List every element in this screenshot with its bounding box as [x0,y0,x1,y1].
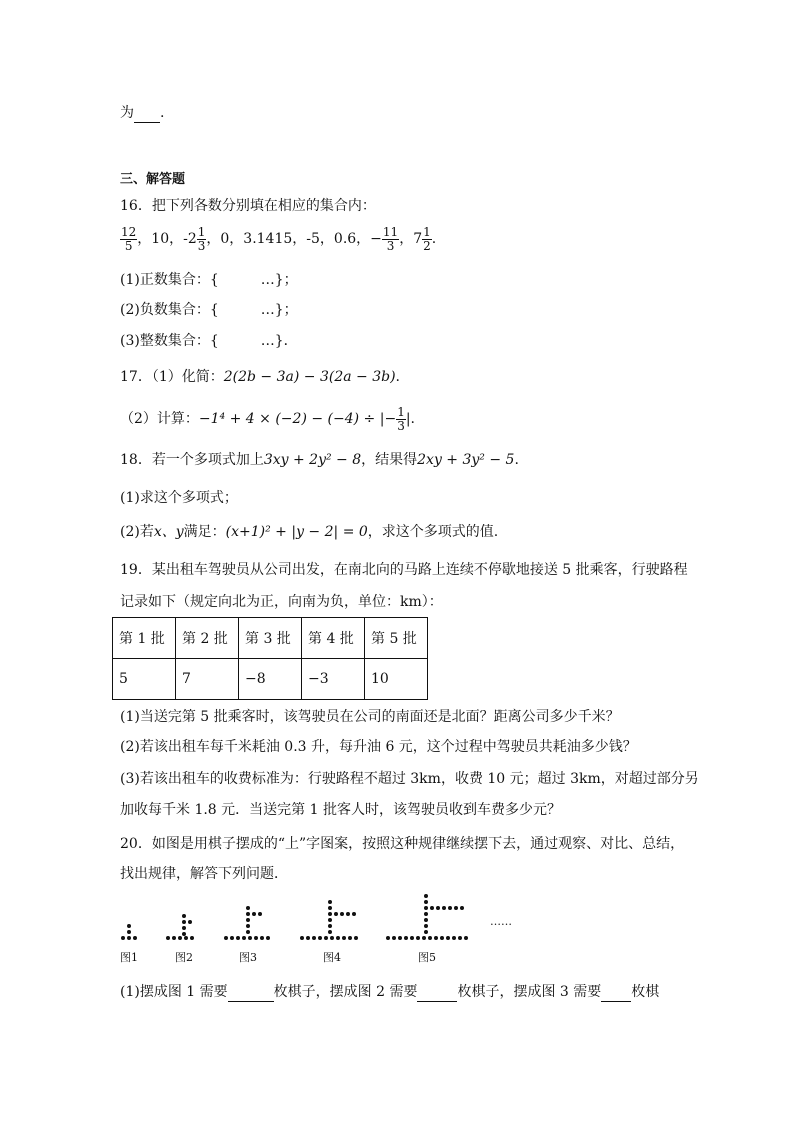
q19-stem-1: 19．某出租车驾驶员从公司出发，在南北向的马路上连续不停歇地接送 5 批乘客，行驶路程 [120,562,688,578]
q19-table [112,617,428,700]
top-fragment-text: 为 [120,105,134,121]
q19-part2: (2)若该出租车每千米耗油 0.3 升，每升油 6 元，这个过程中驾驶员共耗油多少钱？ [120,739,637,755]
q20-stem-1: 20．如图是用棋子摆成的“上”字图案，按照这种规律继续摆下去，通过观察、对比、总结， [120,836,685,852]
frac-den: 3 [386,238,395,253]
q18-p2-c: ，求这个多项式的值. [367,524,499,540]
table-cell: −8 [239,659,302,700]
q20-part1 [120,982,659,1002]
q18-stem-a: 18．若一个多项式加上 [120,452,264,468]
q20-p1-d: 枚棋 [631,984,660,1000]
top-fragment-line [120,103,164,123]
chess-figure-2 [164,912,204,944]
q19-part3-b: 加收每千米 1.8 元．当送完第 1 批客人时，该驾驶员收到车费多少元？ [120,802,561,818]
abs-close: | [405,411,411,427]
q20-stem-2: 找出规律，解答下列问题． [120,866,288,882]
q19-stem-2: 记录如下（规定向北为正，向南为负，单位：km）： [120,594,443,610]
frac-num: 1 [423,224,431,239]
figure-caption-2: 图2 [175,951,193,964]
q16-stem: 16．把下列各数分别填在相应的集合内： [120,198,376,214]
table-header-cell: 第 3 批 [239,618,302,659]
num-sep: ，7 [399,231,423,247]
figure-ellipsis: …… [490,915,512,928]
answer-blank-3[interactable] [601,987,631,1002]
q18-stem-end: . [514,452,519,468]
fraction-12-5 [120,226,137,253]
q20-p1-c: 枚棋子，摆成图 3 需要 [457,984,602,1000]
q16-set-negative: (2)负数集合：{ …}； [120,302,298,318]
q17-part1-label: 17．（1）化简： [120,369,224,385]
answer-blank-1[interactable] [228,987,274,1002]
q18-stem [120,450,519,470]
q18-stem-b: ，结果得 [361,452,418,468]
figure-caption-1: 图1 [120,951,138,964]
frac-num: 1 [197,224,206,239]
q17-part2-expr: −1⁴ + 4 × (−2) − (−4) ÷ |− [198,411,397,427]
q16-numbers [120,224,436,254]
q17-part1 [120,367,400,387]
mixed-whole: -2 [183,231,197,247]
table-header-cell: 第 4 批 [302,618,365,659]
fraction-1-3 [197,226,207,253]
frac-den: 3 [397,418,405,433]
table-cell: 5 [113,659,176,700]
frac-num: 1 [397,404,405,419]
q17-part2-label: （2）计算： [120,411,199,427]
q18-part1: (1)求这个多项式； [120,490,238,506]
chess-figure-3 [222,904,274,944]
answer-blank-2[interactable] [417,987,457,1002]
q17-part1-end: . [395,369,400,385]
fraction-1-2 [422,226,432,253]
chess-figure-3-graphic [222,904,274,944]
chess-figure-4 [298,898,364,944]
table-header-row [113,618,428,659]
table-cell: 7 [176,659,239,700]
figure-caption-3: 图3 [239,951,257,964]
chess-figure-1 [118,922,142,944]
num-list: ，0，3.1415，-5，0.6，− [206,231,382,247]
table-header-cell: 第 1 批 [113,618,176,659]
table-cell: 10 [365,659,428,700]
q18-p2-b: 满足： [183,524,226,540]
q16-set-integer: (3)整数集合：{ …}． [120,333,298,349]
figure-caption-5: 图5 [418,951,436,964]
q18-p2-a: (2)若 [120,524,154,540]
q18-p2-expr: (x+1)² + |y − 2| = 0 [225,524,368,540]
q18-expr2: 2xy + 3y² − 5 [417,452,515,468]
fraction-11-3 [382,226,399,253]
frac-den: 5 [124,238,133,253]
q17-part1-expr: 2(2b − 3a) − 3(2a − 3b) [223,369,396,385]
frac-den: 2 [423,238,431,253]
chess-figure-4-graphic [298,898,364,944]
q20-p1-a: (1)摆成图 1 需要 [120,984,228,1000]
q18-p2-vars: x、y [153,524,184,540]
num-sep: ，10， [137,231,184,247]
top-fragment-end: . [160,105,165,121]
table-header-cell: 第 2 批 [176,618,239,659]
q16-set-positive: (1)正数集合：{ …}； [120,272,298,288]
q17-part2-end: . [410,411,415,427]
section-title: 三、解答题 [120,172,186,187]
chess-figure-1-graphic [118,922,142,944]
q17-part2 [120,404,415,434]
frac-num: 11 [382,224,399,239]
q18-part2 [120,522,498,542]
figure-caption-4: 图4 [323,951,341,964]
table-cell: −3 [302,659,365,700]
q19-part3-a: (3)若该出租车的收费标准为：行驶路程不超过 3km，收费 10 元；超过 3km，对超过部分另 [120,771,699,787]
q18-expr1: 3xy + 2y² − 8 [263,452,362,468]
chess-figure-5 [384,892,470,944]
frac-num: 12 [121,224,137,239]
frac-den: 3 [197,238,206,253]
table-row [113,659,428,700]
chess-figure-5-graphic [384,892,470,944]
num-end: . [431,231,437,247]
answer-blank[interactable] [134,108,160,123]
q20-p1-b: 枚棋子，摆成图 2 需要 [273,984,418,1000]
fraction-1-3 [396,406,406,433]
table-header-cell: 第 5 批 [365,618,428,659]
chess-figure-2-graphic [164,912,204,944]
q19-part1: (1)当送完第 5 批乘客时，该驾驶员在公司的南面还是北面？距离公司多少千米？ [120,709,620,725]
